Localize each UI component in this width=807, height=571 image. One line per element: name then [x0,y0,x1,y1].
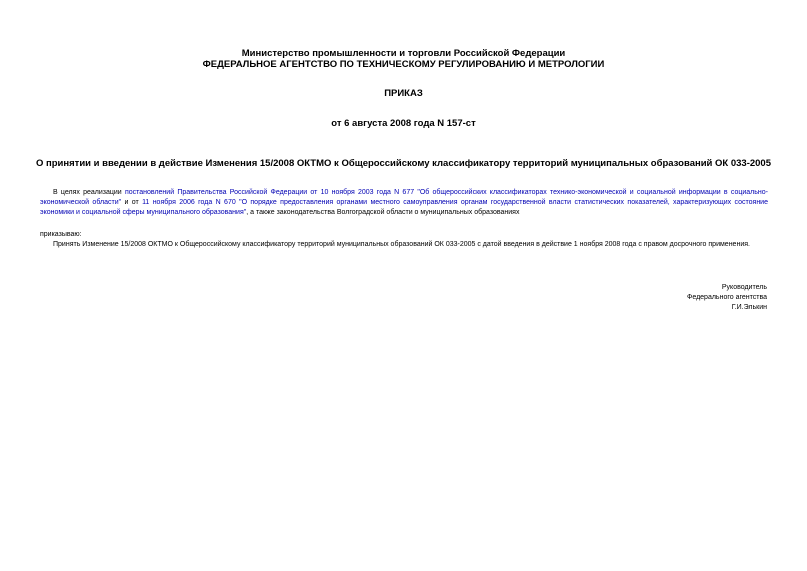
preamble-paragraph [40,188,768,218]
signature-organization: Федерального агентства [687,294,767,301]
document-type: ПРИКАЗ [384,88,423,99]
document-subject: О принятии и введении в действие Изменения 15/2008 ОКТМО к Общероссийскому классификатору территорий муниципальных образований ОК 033-2005 [35,158,772,169]
preamble-text-middle: и от [121,199,143,206]
signature-position: Руководитель [721,284,767,291]
document-date-number: от 6 августа 2008 года N 157-ст [331,118,476,129]
preamble-text-end: , а также законодательства Волгоградской области о муниципальных образованиях [246,209,520,216]
preamble-text-start: В целях реализации [53,189,125,196]
decree-670-link[interactable]: 11 ноября 2006 года N 670 "О порядке предоставления органами местного самоуправления органам государственной власти статистических показателей, характеризующих состояние экономики и социальной сферы муниципального образования" [40,199,768,216]
signature-name: Г.И.Элькин [731,304,767,311]
signature-block [687,283,767,313]
government-decree-link[interactable]: постановлений Правительства Российской Федерации от 10 ноября 2003 года N 677 "Об общероссийских классификаторах технико-экономической и социальной информации в социально-экономической области" [40,189,768,206]
order-text: Принять Изменение 15/2008 ОКТМО к Общероссийскому классификатору территорий муниципальных образований ОК 033-2005 с датой введения в действие 1 ноября 2008 года с правом досрочного применения. [53,241,750,248]
order-word: приказываю: [40,231,82,238]
agency-name: ФЕДЕРАЛЬНОЕ АГЕНТСТВО ПО ТЕХНИЧЕСКОМУ РЕГУЛИРОВАНИЮ И МЕТРОЛОГИИ [202,59,605,70]
document-header [0,48,807,70]
ministry-name: Министерство промышленности и торговли Российской Федерации [241,48,566,59]
